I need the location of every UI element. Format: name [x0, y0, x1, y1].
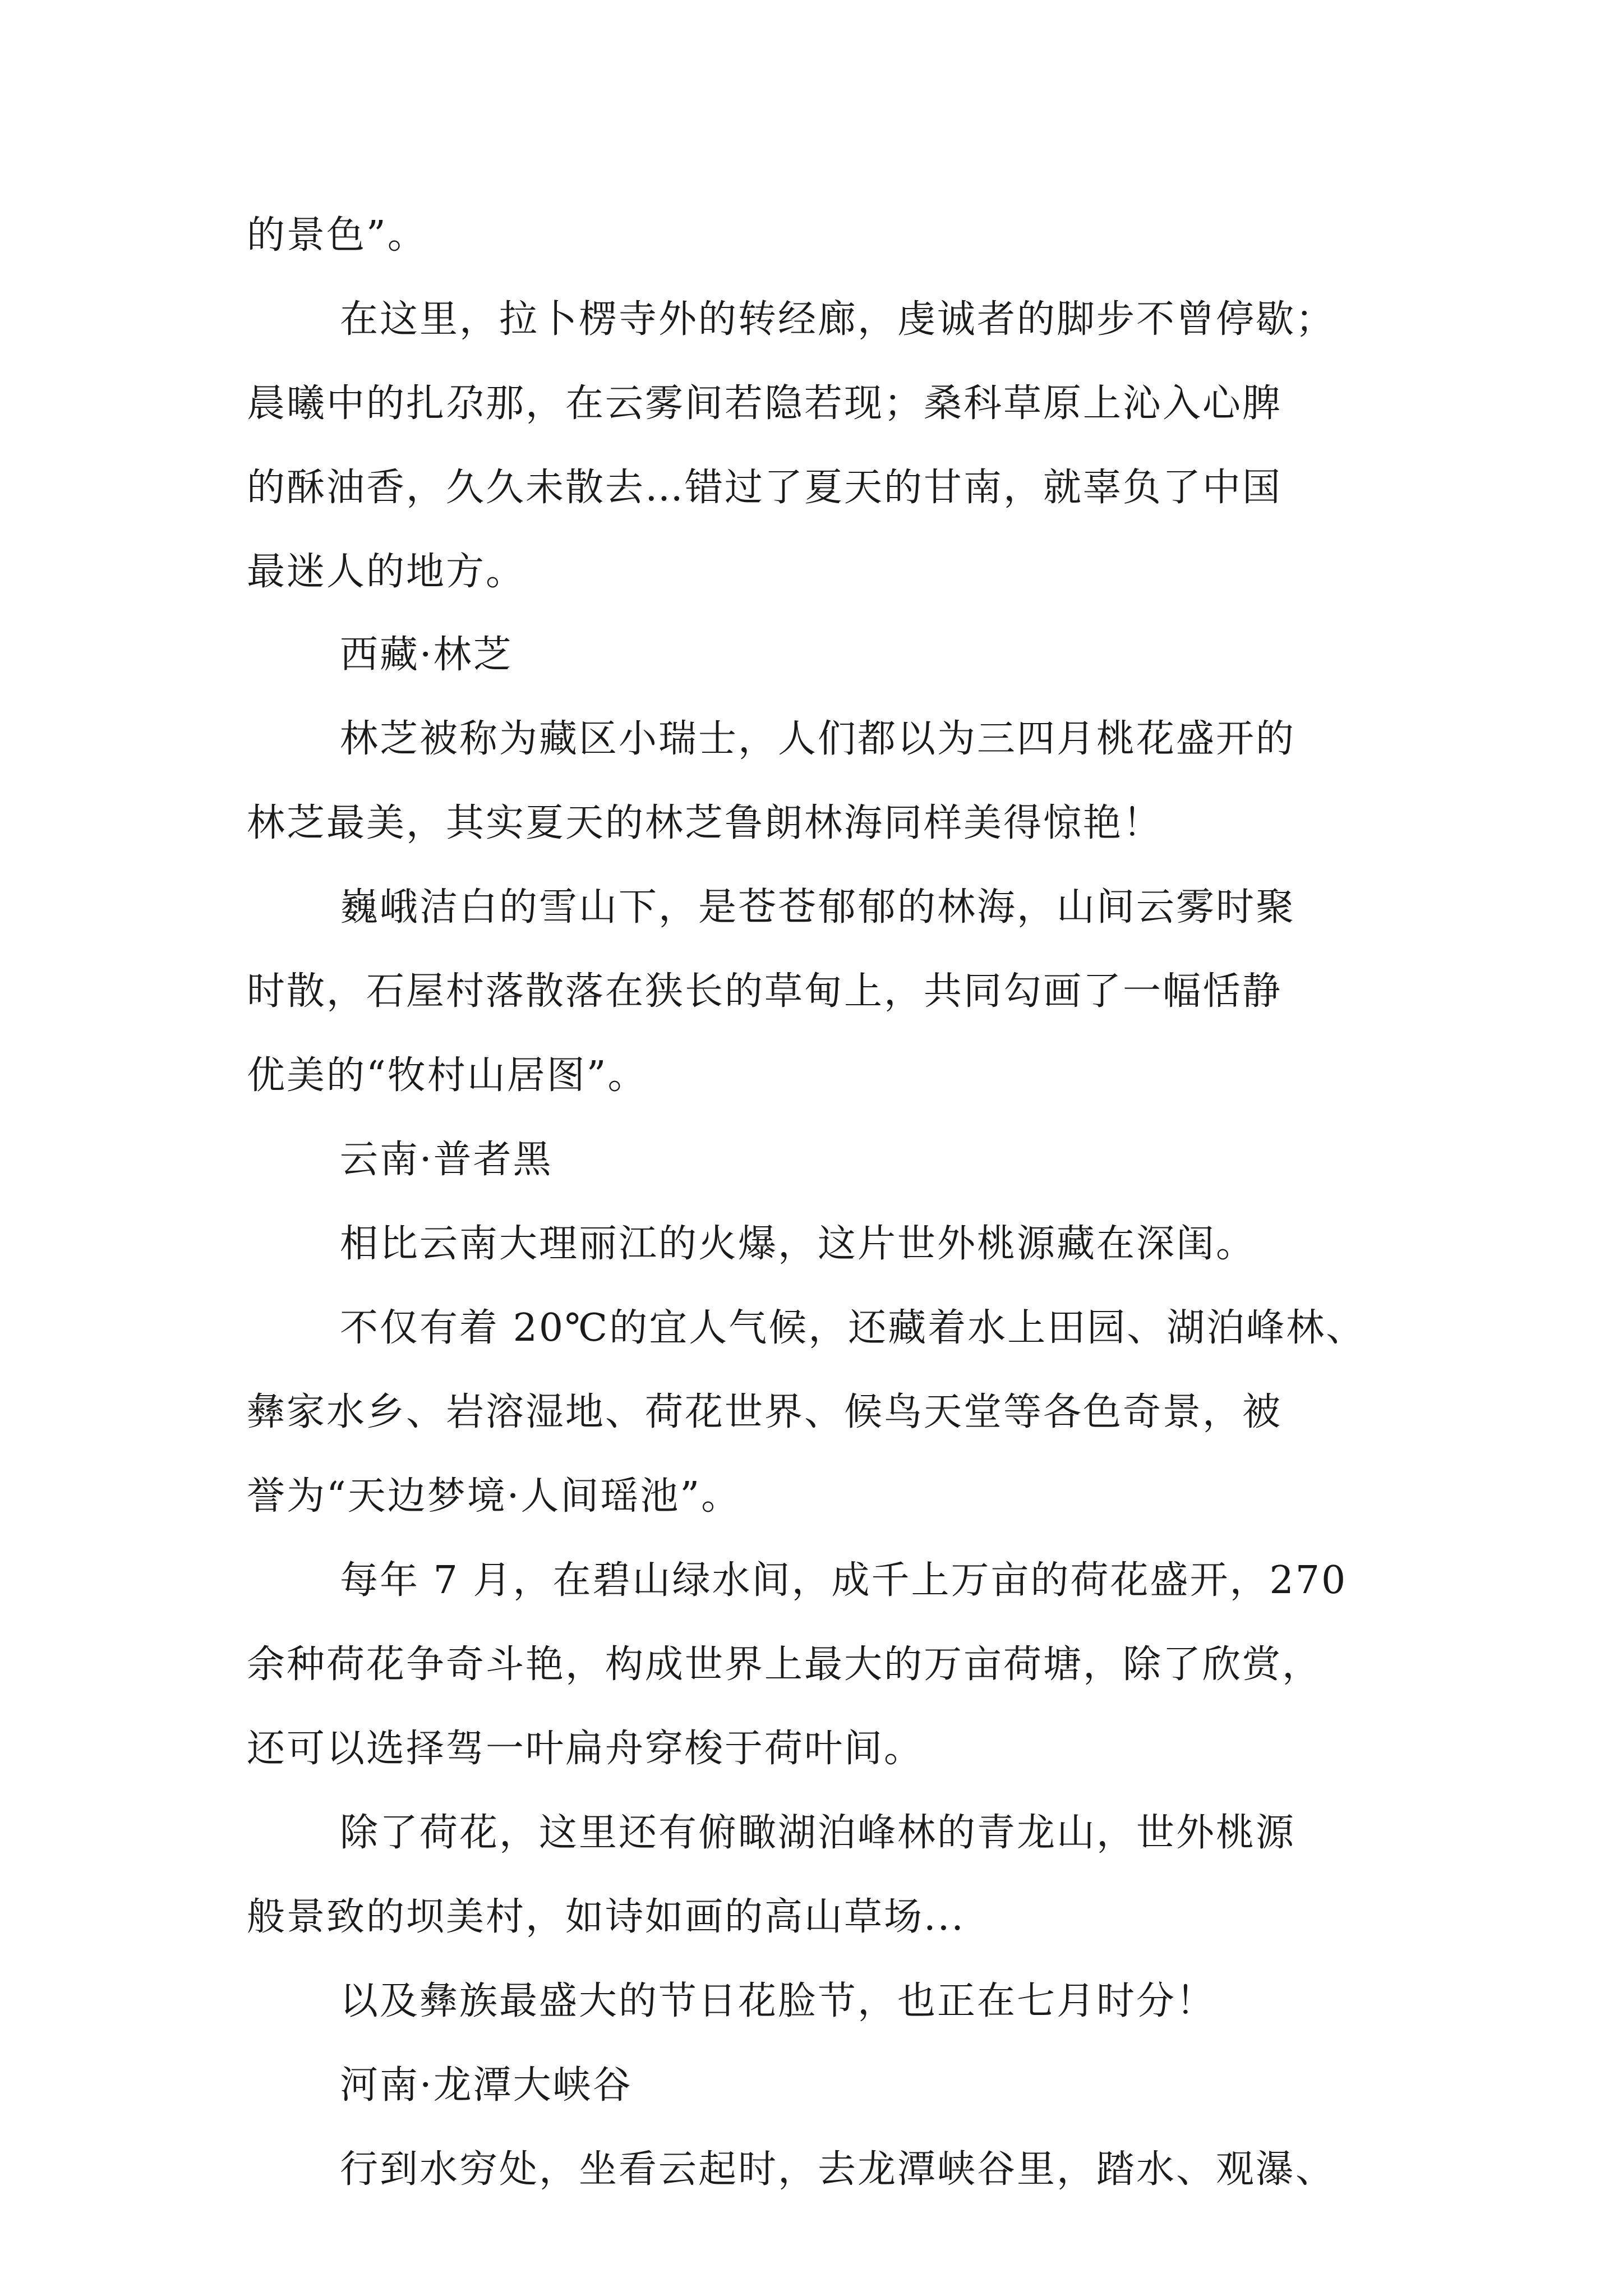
section-heading-longtan: 河南·龙潭大峡谷 — [340, 2063, 633, 2108]
text-line-8: 林芝最美，其实夏天的林芝鲁朗林海同样美得惊艳！ — [247, 801, 1163, 845]
text-line-5: 最迷人的地方。 — [247, 550, 526, 594]
text-line-4: 的酥油香，久久未散去…错过了夏天的甘南，就辜负了中国 — [247, 466, 1283, 510]
text-line-18: 余种荷花争奇斗艳，构成世界上最大的万亩荷塘，除了欣赏， — [247, 1642, 1322, 1687]
text-line-14: 不仅有着 20℃的宜人气候，还藏着水上田园、湖泊峰林、 — [340, 1306, 1366, 1350]
text-line-3: 晨曦中的扎尕那，在云雾间若隐若现；桑科草原上沁入心脾 — [247, 381, 1283, 426]
text-line-17: 每年 7 月，在碧山绿水间，成千上万亩的荷花盛开，270 — [340, 1558, 1348, 1603]
text-line-11: 优美的“牧村山居图”。 — [247, 1053, 648, 1098]
section-heading-puzhehei: 云南·普者黑 — [340, 1138, 553, 1182]
text-line-9: 巍峨洁白的雪山下，是苍苍郁郁的林海，山间云雾时聚 — [340, 885, 1296, 930]
text-line-16: 誉为“天边梦境·人间瑶池”。 — [247, 1474, 741, 1519]
text-line-20: 除了荷花，这里还有俯瞰湖泊峰林的青龙山，世外桃源 — [340, 1811, 1296, 1855]
text-line-10: 时散，石屋村落散落在狭长的草甸上，共同勾画了一幅恬静 — [247, 969, 1283, 1014]
text-line-24: 行到水穷处，坐看云起时，去龙潭峡谷里，踏水、观瀑、 — [340, 2147, 1336, 2192]
text-line-22: 以及彝族最盛大的节日花脸节，也正在七月时分！ — [340, 1979, 1216, 2023]
text-line-1: 的景色”。 — [247, 213, 427, 257]
text-line-15: 彝家水乡、岩溶湿地、荷花世界、候鸟天堂等各色奇景，被 — [247, 1390, 1283, 1434]
text-line-13: 相比云南大理丽江的火爆，这片世外桃源藏在深闺。 — [340, 1222, 1256, 1266]
text-line-19: 还可以选择驾一叶扁舟穿梭于荷叶间。 — [247, 1727, 924, 1771]
text-line-21: 般景致的坝美村，如诗如画的高山草场... — [247, 1895, 965, 1939]
text-line-7: 林芝被称为藏区小瑞士，人们都以为三四月桃花盛开的 — [340, 717, 1296, 761]
section-heading-linzhi: 西藏·林芝 — [340, 633, 513, 677]
text-line-2: 在这里，拉卜楞寺外的转经廊，虔诚者的脚步不曾停歇； — [340, 297, 1336, 342]
